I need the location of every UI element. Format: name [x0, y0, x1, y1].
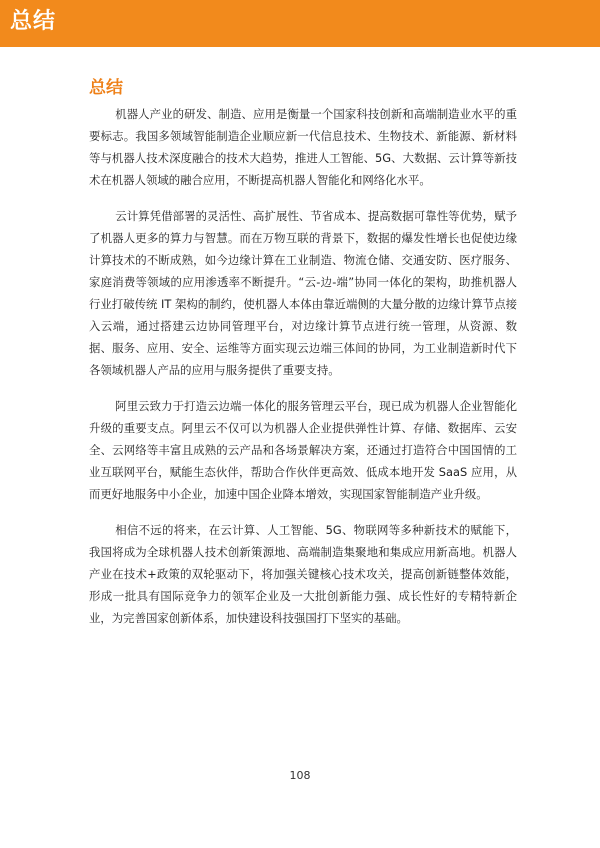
paragraph-2: 云计算凭借部署的灵活性、高扩展性、节省成本、提高数据可靠性等优势，赋予了机器人更多的算力与智慧。而在万物互联的背景下，数据的爆发性增长也促使边缘计算技术的不断成熟，如今边缘计算在工业制造、物流仓储、交通安防、医疗服务、家庭消费等领域的应用渗透率不断提升。“云-边-端”协同一体化的架构，助推机器人行业打破传统 IT 架构的制约，使机器人本体由靠近端侧的大量分散的边缘计算节点接入云端，通过搭建云边协同管理平台，对边缘计算节点进行统一管理，从资源、数据、服务、应用、安全、运维等方面实现云边端三体间的协同，为工业制造新时代下各领域机器人产品的应用与服务提供了重要支持。: [89, 209, 517, 377]
paragraph-4: 相信不远的将来，在云计算、人工智能、5G、物联网等多种新技术的赋能下，我国将成为全球机器人技术创新策源地、高端制造集聚地和集成应用新高地。机器人产业在技术+政策的双轮驱动下，将加强关键核心技术攻关，提高创新链整体效能，形成一批具有国际竞争力的领军企业及一大批创新能力强、成长性好的专精特新企业，为完善国家创新体系，加快建设科技强国打下坚实的基础。: [89, 523, 517, 625]
body-content: [89, 103, 517, 643]
section-title: 总结: [89, 78, 123, 98]
paragraph-3: 阿里云致力于打造云边端一体化的服务管理云平台，现已成为机器人企业智能化升级的重要支点。阿里云不仅可以为机器人企业提供弹性计算、存储、数据库、云安全、云网络等丰富且成熟的云产品和各场景解决方案，还通过打造符合中国国情的工业互联网平台，赋能生态伙伴，帮助合作伙伴更高效、低成本地开发 SaaS 应用，从而更好地服务中小企业，加速中国企业降本增效，实现国家智能制造产业升级。: [89, 399, 517, 501]
page-number: 108: [289, 769, 311, 782]
paragraph-1: 机器人产业的研发、制造、应用是衡量一个国家科技创新和高端制造业水平的重要标志。我国多领域智能制造企业顺应新一代信息技术、生物技术、新能源、新材料等与机器人技术深度融合的技术大趋势，推进人工智能、5G、大数据、云计算等新技术在机器人领域的融合应用，不断提高机器人智能化和网络化水平。: [89, 107, 517, 187]
header-title: 总结: [10, 9, 57, 34]
header-bar: [0, 0, 600, 47]
